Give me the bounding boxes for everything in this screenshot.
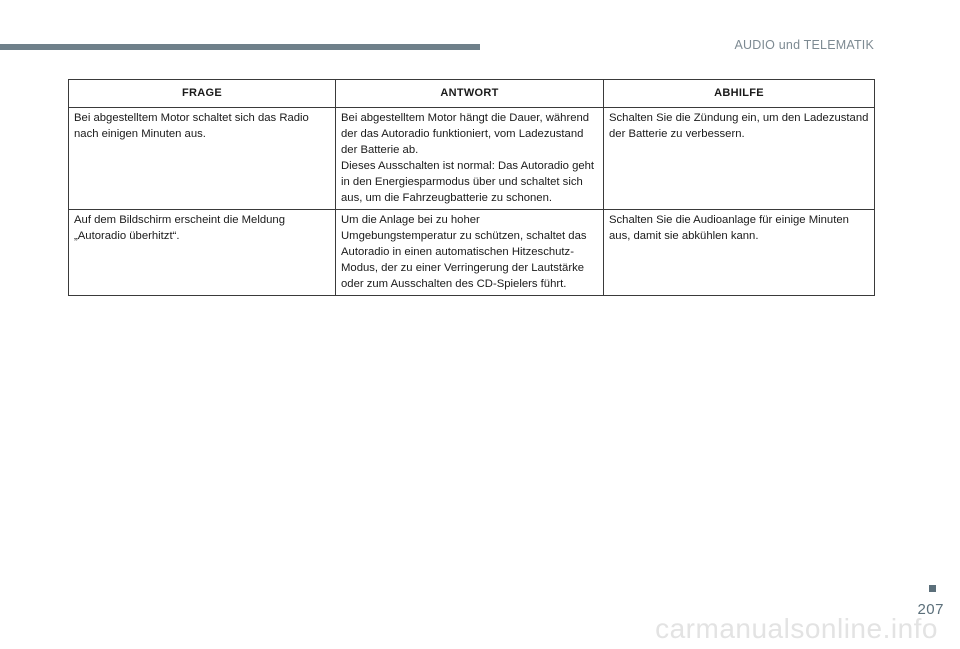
cell-text: Um die Anlage bei zu hoher Umgebungstemperatur zu schützen, schaltet das Autoradio in einen automatischen Hitzeschutz-Modus, der zu einer Verringerung der Lautstärke oder zum Ausschalten des CD-Spielers führt.: [341, 214, 587, 290]
watermark: carmanualsonline.info: [655, 613, 938, 644]
table-row: [69, 108, 875, 210]
cell-antwort: [336, 210, 604, 296]
column-header-frage: FRAGE: [69, 80, 336, 108]
cell-frage: [69, 108, 336, 210]
header-accent-bar: [0, 44, 480, 50]
cell-text: Bei abgestelltem Motor hängt die Dauer, während der das Autoradio funktioniert, vom Ladezustand der Batterie ab.: [341, 112, 590, 156]
cell-text: Schalten Sie die Audioanlage für einige Minuten aus, damit sie abkühlen kann.: [609, 214, 849, 242]
cell-frage: [69, 210, 336, 296]
table-row: [69, 210, 875, 296]
cell-abhilfe: [604, 210, 875, 296]
table-header-row: [69, 80, 875, 108]
cell-antwort: [336, 108, 604, 210]
section-title: AUDIO und TELEMATIK: [734, 38, 874, 52]
page-number: 207: [917, 601, 944, 618]
troubleshooting-table: [68, 79, 875, 296]
cell-text: Auf dem Bildschirm erscheint die Meldung „Autoradio überhitzt“.: [74, 214, 285, 242]
cell-abhilfe: [604, 108, 875, 210]
column-header-antwort: ANTWORT: [336, 80, 604, 108]
cell-text: Dieses Ausschalten ist normal: Das Autoradio geht in den Energiesparmodus über und schaltet sich aus, um die Fahrzeugbatterie zu schonen.: [341, 160, 595, 204]
page-marker-square: [929, 585, 936, 592]
cell-text: Schalten Sie die Zündung ein, um den Ladezustand der Batterie zu verbessern.: [609, 112, 869, 140]
cell-text: Bei abgestelltem Motor schaltet sich das Radio nach einigen Minuten aus.: [74, 112, 309, 140]
column-header-abhilfe: ABHILFE: [604, 80, 875, 108]
